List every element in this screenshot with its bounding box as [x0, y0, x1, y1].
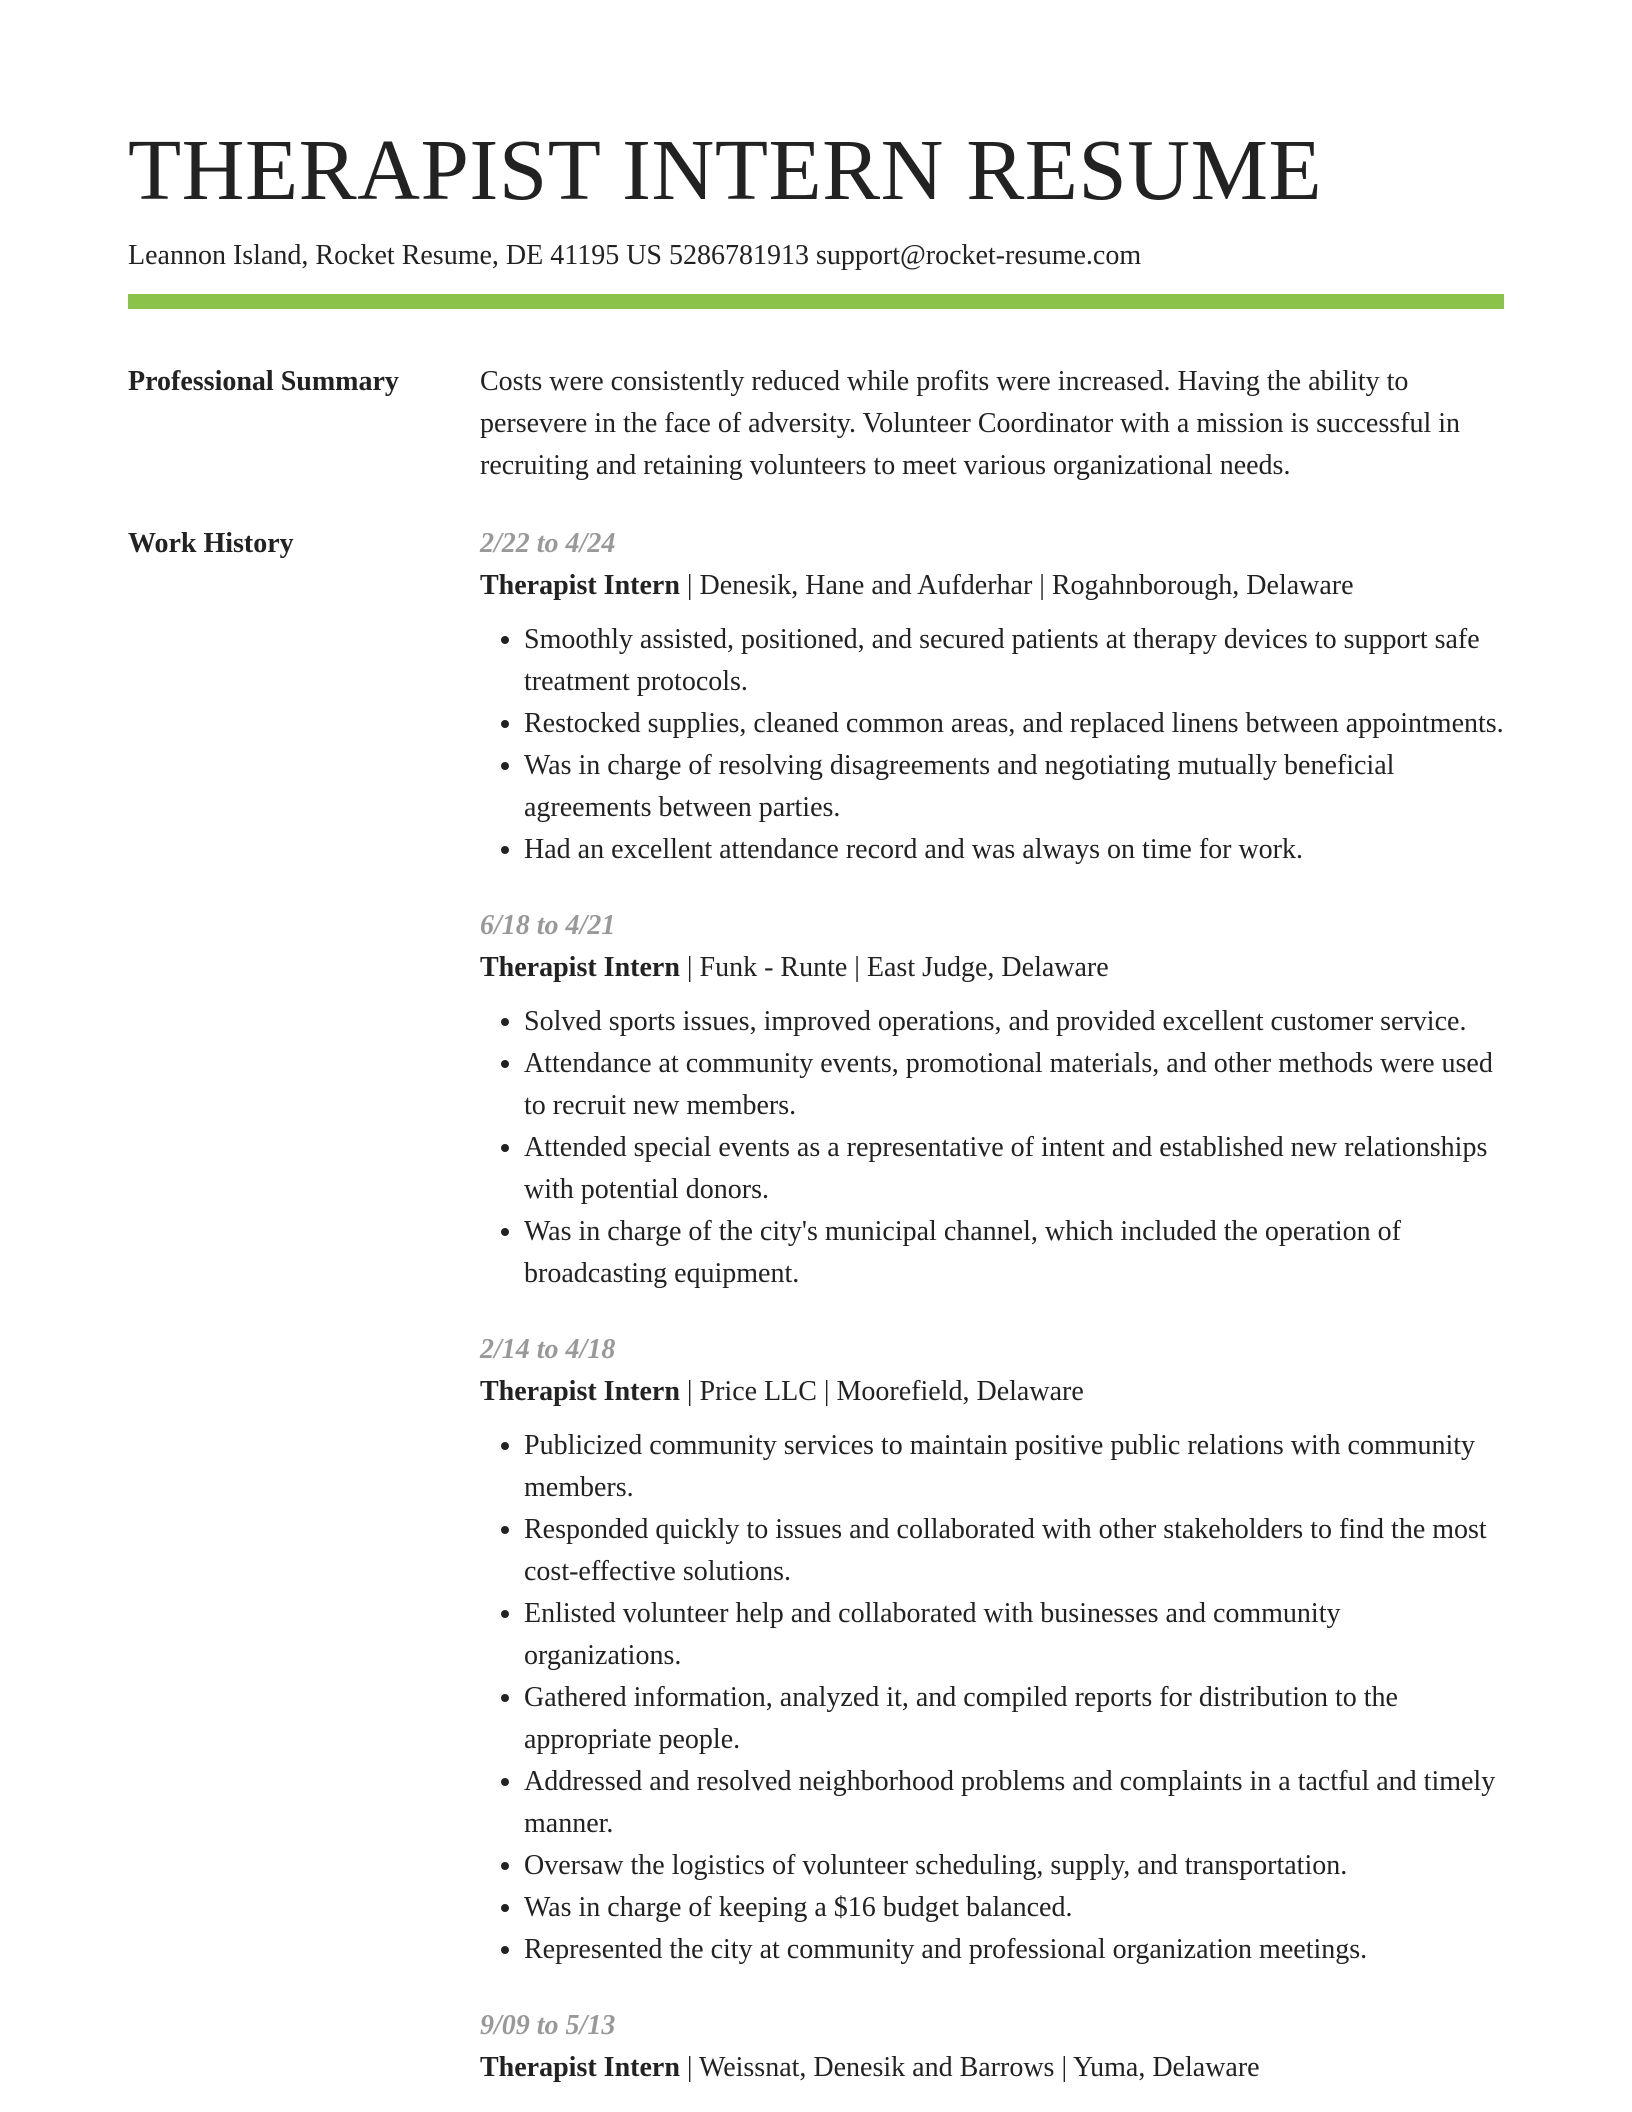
job-bullets [480, 1001, 1504, 1295]
resume-page [128, 0, 1504, 2089]
professional-summary-section [128, 361, 1504, 487]
job-details: | Funk - Runte | East Judge, Delaware [679, 952, 1109, 983]
list-item: • Enlisted volunteer help and collaborated with businesses and community organizations. [524, 1593, 1504, 1677]
job-entry [480, 905, 1504, 1295]
list-item: • Was in charge of the city's municipal channel, which included the operation of broadcasting equipment. [524, 1211, 1504, 1295]
contact-info: Leannon Island, Rocket Resume, DE 41195 US 5286781913 support@rocket-resume.com [128, 240, 1142, 271]
job-entry [480, 1329, 1504, 1971]
job-bullets [480, 1425, 1504, 1971]
header-divider [128, 294, 1504, 309]
work-history-section [128, 523, 1504, 2089]
job-bullets [480, 619, 1504, 871]
job-title: Therapist Intern [480, 2052, 680, 2083]
job-heading [480, 1371, 1504, 1413]
list-item: • Publicized community services to maintain positive public relations with community members. [524, 1425, 1504, 1509]
list-item: • Had an excellent attendance record and was always on time for work. [524, 829, 1504, 871]
job-title: Therapist Intern [480, 952, 680, 983]
summary-text: Costs were consistently reduced while profits were increased. Having the ability to persevere in the face of adversity. Volunteer Coordinator with a mission is successful in recruiting and retaining volunteers to meet various organizational needs. [480, 366, 1461, 481]
list-item: • Restocked supplies, cleaned common areas, and replaced linens between appointments. [524, 703, 1504, 745]
job-details: | Denesik, Hane and Aufderhar | Rogahnborough, Delaware [679, 570, 1354, 601]
job-heading [480, 565, 1504, 607]
job-list [480, 523, 1504, 2089]
list-item: • Attendance at community events, promotional materials, and other methods were used to recruit new members. [524, 1043, 1504, 1127]
job-details: | Price LLC | Moorefield, Delaware [679, 1376, 1084, 1407]
list-item: • Was in charge of resolving disagreements and negotiating mutually beneficial agreements between parties. [524, 745, 1504, 829]
list-item: • Addressed and resolved neighborhood problems and complaints in a tactful and timely manner. [524, 1761, 1504, 1845]
job-heading [480, 2047, 1504, 2089]
list-item: • Oversaw the logistics of volunteer scheduling, supply, and transportation. [524, 1845, 1504, 1887]
list-item: • Attended special events as a representative of intent and established new relationships with potential donors. [524, 1127, 1504, 1211]
job-entry [480, 2005, 1504, 2089]
job-entry [480, 523, 1504, 871]
job-dates: 2/14 to 4/18 [480, 1334, 616, 1365]
list-item: • Represented the city at community and professional organization meetings. [524, 1929, 1504, 1971]
job-dates: 9/09 to 5/13 [480, 2010, 616, 2041]
list-item: • Responded quickly to issues and collaborated with other stakeholders to find the most cost-effective solutions. [524, 1509, 1504, 1593]
job-heading [480, 947, 1504, 989]
job-dates: 6/18 to 4/21 [480, 910, 616, 941]
job-title: Therapist Intern [480, 570, 680, 601]
page-title: THERAPIST INTERN RESUME [128, 121, 1323, 218]
section-label: Professional Summary [128, 366, 399, 397]
job-details: | Weissnat, Denesik and Barrows | Yuma, Delaware [679, 2052, 1260, 2083]
section-label: Work History [128, 528, 294, 559]
job-dates: 2/22 to 4/24 [480, 528, 616, 559]
list-item: • Solved sports issues, improved operations, and provided excellent customer service. [524, 1001, 1504, 1043]
list-item: • Was in charge of keeping a $16 budget balanced. [524, 1887, 1504, 1929]
list-item: • Gathered information, analyzed it, and compiled reports for distribution to the appropriate people. [524, 1677, 1504, 1761]
job-title: Therapist Intern [480, 1376, 680, 1407]
list-item: • Smoothly assisted, positioned, and secured patients at therapy devices to support safe treatment protocols. [524, 619, 1504, 703]
